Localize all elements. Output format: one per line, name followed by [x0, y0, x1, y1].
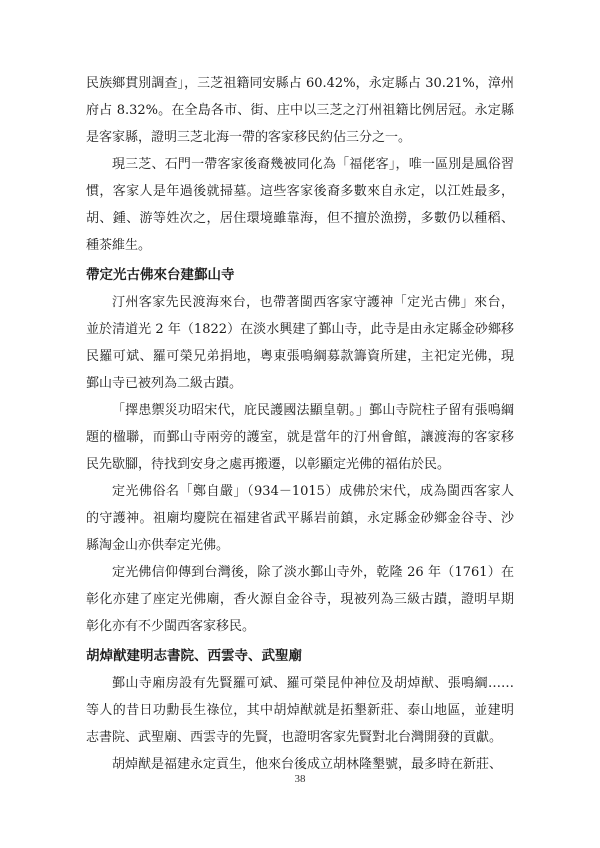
paragraph-1: 民族鄉貫別調查」，三芝祖籍同安縣占 60.42%，永定縣占 30.21%，漳州府占 8.32%。在全島各市、街、庄中以三芝之汀州祖籍比例居冠。永定縣是客家縣，證明三芝北海一帶的客家移民約佔三分之一。	[86, 76, 514, 145]
paragraph-3: 汀州客家先民渡海來台，也帶著閩西客家守護神「定光古佛」來台，並於清道光 2 年（1822）在淡水興建了鄞山寺，此寺是由永定縣金砂鄉移民羅可斌、羅可榮兄弟捐地，粵東張鳴綱募款籌資所建，主祀定光佛，現鄞山寺已被列為二級古蹟。	[86, 295, 514, 391]
section-heading-hu-zhuoyou: 胡焯猷建明志書院、西雲寺、武聖廟	[86, 648, 302, 664]
paragraph-6: 定光佛信仰傳到台灣後，除了淡水鄞山寺外，乾隆 26 年（1761）在彰化亦建了座定光佛廟，香火源自金谷寺，現被列為三級古蹟，證明早期彰化亦有不少閩西客家移民。	[86, 565, 514, 634]
paragraph-5: 定光佛俗名「鄭自嚴」（934－1015）成佛於宋代，成為閩西客家人的守護神。祖廟均慶院在福建省武平縣岩前鎮，永定縣金砂鄉金谷寺、沙縣淘金山亦供奉定光佛。	[86, 484, 514, 553]
paragraph-4: 「擇患禦災功昭宋代，庇民護國法顯皇朝。」鄞山寺院柱子留有張鳴綱題的楹聯，而鄞山寺兩旁的護室，就是當年的汀州會館，讓渡海的客家移民先歇腳，待找到安身之處再搬遷，以彰顯定光佛的福佑於民。	[86, 403, 514, 472]
paragraph-8: 胡焯猷是福建永定貢生，他來台後成立胡林隆墾號，最多時在新莊、	[112, 757, 503, 772]
document-body	[86, 70, 514, 778]
page-number: 38	[294, 773, 306, 785]
paragraph-7: 鄞山寺廂房設有先賢羅可斌、羅可榮昆仲神位及胡焯猷、張鳴綱……等人的昔日功勳長生祿位，其中胡焯猷就是拓墾新莊、泰山地區，並建明志書院、武聖廟、西雲寺的先賢，也證明客家先賢對北台灣開發的貢獻。	[86, 676, 514, 745]
paragraph-2: 現三芝、石門一帶客家後裔幾被同化為「福佬客」，唯一區別是風俗習慣，客家人是年過後就掃墓。這些客家後裔多數來自永定，以江姓最多，胡、鍾、游等姓次之，居住環境雖靠海，但不擅於漁撈，多數仍以種稻、種茶維生。	[86, 157, 514, 253]
section-heading-dingguang: 帶定光古佛來台建鄞山寺	[86, 267, 235, 283]
